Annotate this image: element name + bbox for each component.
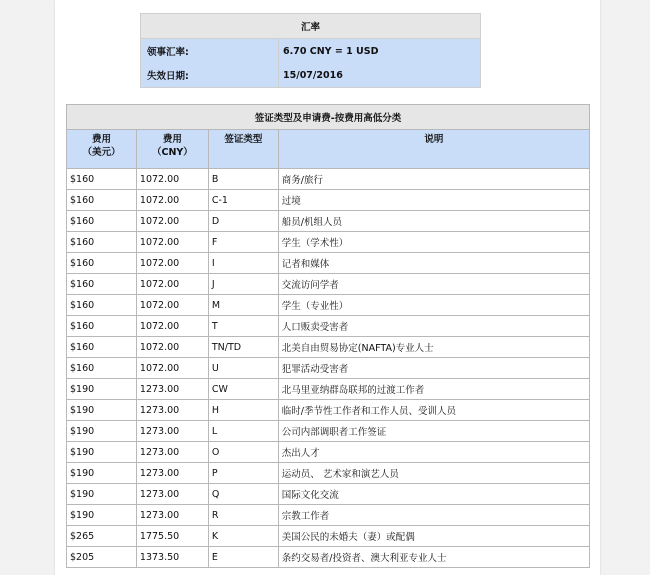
fee-usd-cell: $265	[67, 526, 137, 547]
description-cell: 美国公民的未婚夫（妻）或配偶	[278, 526, 589, 547]
description-cell: 人口贩卖受害者	[278, 316, 589, 337]
table-row	[67, 505, 590, 526]
table-row	[67, 442, 590, 463]
fee-cny-cell: 1072.00	[136, 190, 208, 211]
description-cell: 宗教工作者	[278, 505, 589, 526]
visa-type-cell: D	[208, 211, 278, 232]
visa-table-header	[67, 130, 590, 169]
header-description: 说明	[278, 130, 589, 169]
fee-usd-cell: $190	[67, 442, 137, 463]
description-cell: 运动员、 艺术家和演艺人员	[278, 463, 589, 484]
visa-type-cell: B	[208, 169, 278, 190]
fee-cny-cell: 1273.00	[136, 421, 208, 442]
header-usd: 费用 （美元）	[67, 130, 137, 169]
table-row	[67, 400, 590, 421]
table-row	[67, 295, 590, 316]
visa-type-cell: E	[208, 547, 278, 568]
fee-cny-cell: 1273.00	[136, 484, 208, 505]
fee-cny-cell: 1273.00	[136, 400, 208, 421]
visa-type-cell: O	[208, 442, 278, 463]
expiry-label: 失效日期:	[141, 63, 279, 88]
description-cell: 商务/旅行	[278, 169, 589, 190]
exchange-rate-table	[140, 13, 481, 88]
fee-usd-cell: $190	[67, 505, 137, 526]
table-row	[67, 169, 590, 190]
fee-usd-cell: $160	[67, 211, 137, 232]
header-visa-type: 签证类型	[208, 130, 278, 169]
exchange-rate-title: 汇率	[141, 14, 481, 39]
fee-usd-cell: $205	[67, 547, 137, 568]
table-row	[67, 526, 590, 547]
visa-type-cell: C-1	[208, 190, 278, 211]
description-cell: 公司内部调职者工作签证	[278, 421, 589, 442]
fee-usd-cell: $160	[67, 316, 137, 337]
description-cell: 记者和媒体	[278, 253, 589, 274]
fee-cny-cell: 1072.00	[136, 232, 208, 253]
fee-usd-cell: $160	[67, 169, 137, 190]
fee-usd-cell: $160	[67, 274, 137, 295]
fee-cny-cell: 1273.00	[136, 463, 208, 484]
visa-type-cell: I	[208, 253, 278, 274]
table-row	[67, 379, 590, 400]
fee-cny-cell: 1072.00	[136, 337, 208, 358]
description-cell: 北美自由贸易协定(NAFTA)专业人士	[278, 337, 589, 358]
rate-label: 领事汇率:	[141, 39, 279, 64]
visa-type-cell: K	[208, 526, 278, 547]
visa-table-title: 签证类型及申请费-按费用高低分类	[67, 105, 590, 130]
fee-usd-cell: $190	[67, 463, 137, 484]
fee-cny-cell: 1273.00	[136, 442, 208, 463]
description-cell: 临时/季节性工作者和工作人员、受训人员	[278, 400, 589, 421]
visa-type-cell: M	[208, 295, 278, 316]
exchange-rate-row	[141, 39, 481, 64]
visa-type-cell: L	[208, 421, 278, 442]
table-row	[67, 358, 590, 379]
fee-usd-cell: $190	[67, 484, 137, 505]
fee-usd-cell: $160	[67, 337, 137, 358]
description-cell: 犯罪活动受害者	[278, 358, 589, 379]
fee-usd-cell: $160	[67, 358, 137, 379]
table-row	[67, 253, 590, 274]
rate-value: 6.70 CNY = 1 USD	[279, 39, 481, 64]
fee-cny-cell: 1775.50	[136, 526, 208, 547]
visa-type-cell: TN/TD	[208, 337, 278, 358]
table-row	[67, 232, 590, 253]
description-cell: 条约交易者/投资者、澳大利亚专业人士	[278, 547, 589, 568]
fee-usd-cell: $190	[67, 400, 137, 421]
visa-fee-table	[66, 104, 590, 568]
visa-type-cell: Q	[208, 484, 278, 505]
fee-usd-cell: $160	[67, 253, 137, 274]
description-cell: 船员/机组人员	[278, 211, 589, 232]
table-row	[67, 421, 590, 442]
table-row	[67, 274, 590, 295]
fee-cny-cell: 1273.00	[136, 505, 208, 526]
visa-type-cell: R	[208, 505, 278, 526]
table-row	[67, 484, 590, 505]
table-row	[67, 190, 590, 211]
fee-usd-cell: $160	[67, 232, 137, 253]
table-row	[67, 211, 590, 232]
visa-type-cell: H	[208, 400, 278, 421]
fee-cny-cell: 1373.50	[136, 547, 208, 568]
table-row	[67, 337, 590, 358]
fee-usd-cell: $160	[67, 190, 137, 211]
table-row	[67, 547, 590, 568]
visa-type-cell: T	[208, 316, 278, 337]
visa-type-cell: J	[208, 274, 278, 295]
fee-cny-cell: 1072.00	[136, 274, 208, 295]
visa-type-cell: U	[208, 358, 278, 379]
fee-cny-cell: 1072.00	[136, 295, 208, 316]
fee-cny-cell: 1072.00	[136, 253, 208, 274]
description-cell: 学生（专业性）	[278, 295, 589, 316]
fee-cny-cell: 1273.00	[136, 379, 208, 400]
fee-cny-cell: 1072.00	[136, 316, 208, 337]
description-cell: 学生（学术性）	[278, 232, 589, 253]
fee-cny-cell: 1072.00	[136, 358, 208, 379]
fee-cny-cell: 1072.00	[136, 211, 208, 232]
visa-type-cell: CW	[208, 379, 278, 400]
fee-usd-cell: $160	[67, 295, 137, 316]
fee-usd-cell: $190	[67, 379, 137, 400]
table-row	[67, 316, 590, 337]
visa-type-cell: F	[208, 232, 278, 253]
fee-cny-cell: 1072.00	[136, 169, 208, 190]
description-cell: 杰出人才	[278, 442, 589, 463]
header-cny: 费用 （CNY）	[136, 130, 208, 169]
visa-type-cell: P	[208, 463, 278, 484]
expiry-value: 15/07/2016	[279, 63, 481, 88]
description-cell: 过境	[278, 190, 589, 211]
table-row	[67, 463, 590, 484]
description-cell: 北马里亚纳群岛联邦的过渡工作者	[278, 379, 589, 400]
fee-usd-cell: $190	[67, 421, 137, 442]
description-cell: 国际文化交流	[278, 484, 589, 505]
description-cell: 交流访问学者	[278, 274, 589, 295]
expiry-row	[141, 63, 481, 88]
